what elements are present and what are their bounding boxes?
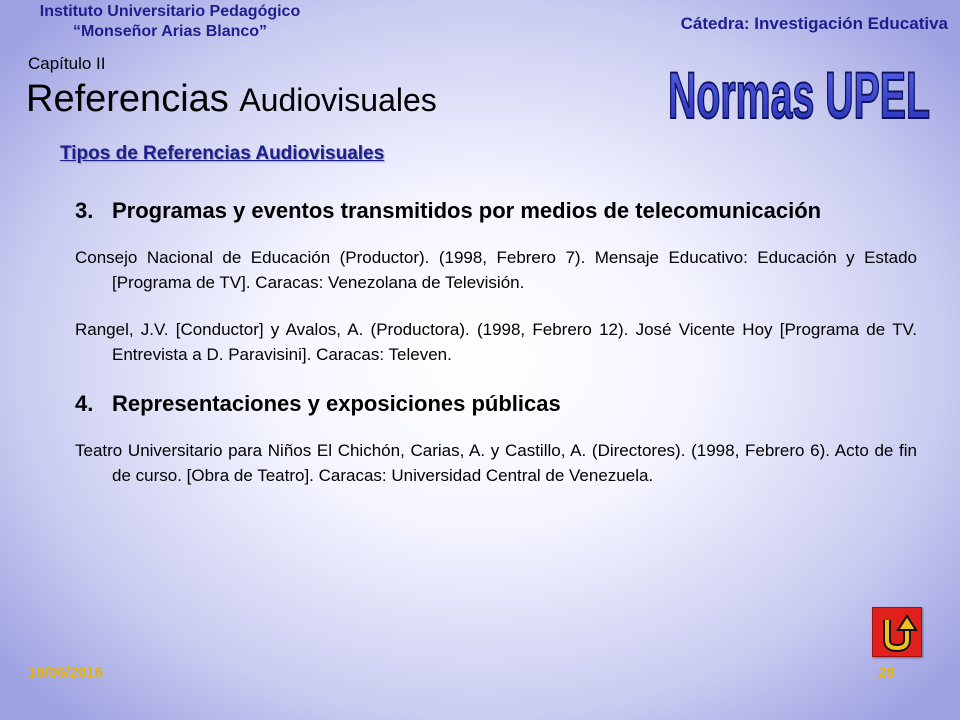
logo-text: Normas UPEL	[668, 58, 930, 128]
reference-entry: Teatro Universitario para Niños El Chichón, Carias, A. y Castillo, A. (Directores). (1998, Febrero 6). Acto de fin de curso. [Obra de Teatro]. Caracas: Universidad Central de Venezuela.	[75, 441, 917, 485]
title-word-1: Referencias	[26, 78, 229, 120]
item-heading-4	[75, 389, 917, 418]
chapter-label: Capítulo II	[28, 54, 106, 73]
item-heading-text: Representaciones y exposiciones públicas	[112, 391, 561, 416]
title-word-2: Audiovisuales	[239, 82, 437, 118]
item-heading-3	[75, 196, 917, 225]
item-number: 3.	[75, 198, 94, 223]
section-title: Tipos de Referencias Audiovisuales	[60, 143, 385, 164]
reference-entry: Rangel, J.V. [Conductor] y Avalos, A. (Productora). (1998, Febrero 12). José Vicente Hoy [Programa de TV. Entrevista a D. Paravisini]. Caracas: Televen.	[75, 320, 917, 364]
item-number: 4.	[75, 391, 94, 416]
item-heading-text: Programas y eventos transmitidos por medios de telecomunicación	[112, 198, 822, 223]
content-body	[75, 196, 917, 488]
institute-name	[0, 2, 340, 42]
page-number: 28	[878, 664, 895, 681]
normas-upel-logo	[664, 56, 934, 128]
institute-line-2: “Monseñor Arias Blanco”	[72, 23, 268, 40]
u-turn-arrow-icon	[873, 608, 921, 656]
footer-date: 18/06/2016	[28, 664, 104, 681]
return-button[interactable]	[872, 607, 922, 657]
institute-line-1: Instituto Universitario Pedagógico	[39, 3, 301, 20]
page-title	[26, 78, 437, 121]
catedra-label: Cátedra: Investigación Educativa	[680, 14, 948, 33]
reference-entry: Consejo Nacional de Educación (Productor). (1998, Febrero 7). Mensaje Educativo: Educación y Estado [Programa de TV]. Caracas: Venezolana de Televisión.	[75, 248, 917, 292]
